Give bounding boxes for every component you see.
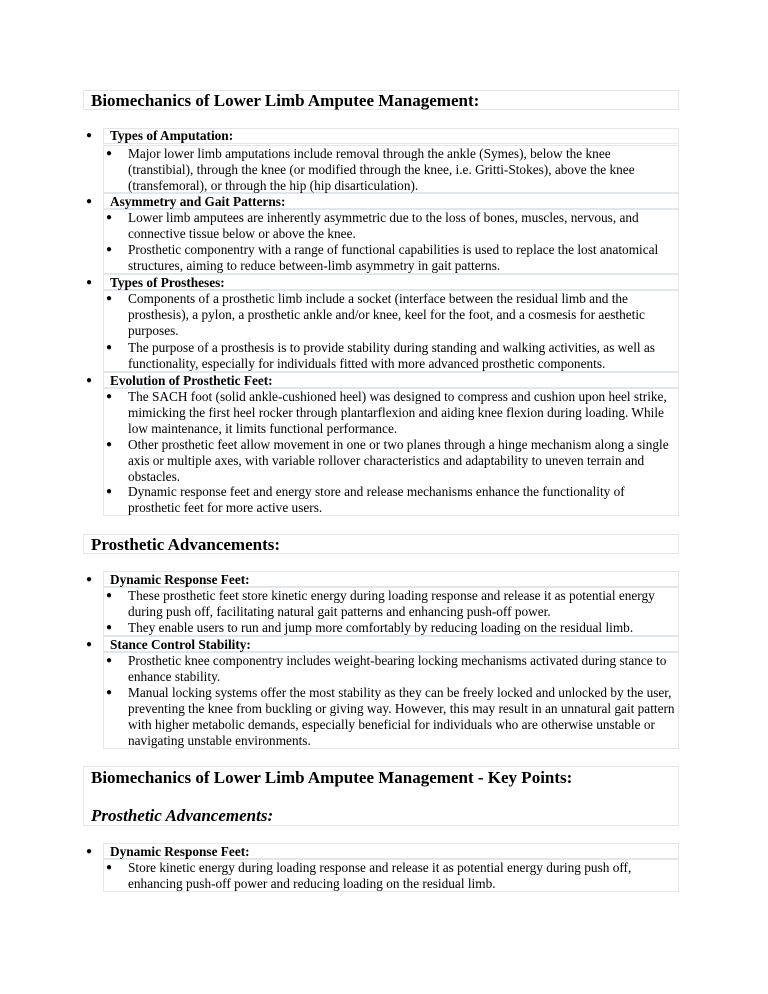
bullet-icon: ● [86,639,93,650]
group-title: Dynamic Response Feet: [110,572,250,587]
section-heading: Biomechanics of Lower Limb Amputee Management - Key Points: [91,768,573,787]
list-item: These prosthetic feet store kinetic energy during loading response and release it as potential energy during push off, facilitating natural gait patterns and enhancing push-off power. [128,588,655,619]
bullet-icon: ● [106,590,113,601]
bullet-icon: ● [106,622,113,633]
list-item: Store kinetic energy during loading response and release it as potential energy during push off, enhancing push-off power and reducing loading on the residual limb. [128,860,632,891]
bullet-icon: ● [106,244,113,255]
bullet-icon: ● [106,655,113,666]
group-title: Stance Control Stability: [110,637,251,652]
bullet-icon: ● [106,342,113,353]
list-item: Major lower limb amputations include removal through the ankle (Symes), below the knee (transtibial), through the knee (or modified through the knee, i.e. Gritti-Stokes), above the knee (transfemoral), or through the hip (hip disarticulation). [128,146,635,193]
list-item: Other prosthetic feet allow movement in one or two planes through a hinge mechanism along a single axis or multiple axes, with variable rollover characteristics and adaptability to uneven terrain and obstacles. [128,437,669,484]
group-title: Asymmetry and Gait Patterns: [110,194,286,209]
list-item: Dynamic response feet and energy store and release mechanisms enhance the functionality of prosthetic feet for more active users. [128,484,625,515]
bullet-icon: ● [106,212,113,223]
bullet-icon: ● [106,687,113,698]
list-item: Components of a prosthetic limb include a socket (interface between the residual limb and the prosthesis), a pylon, a prosthetic ankle and/or knee, keel for the foot, and a cosmesis for aesthetic purposes. [128,291,645,338]
group-title: Evolution of Prosthetic Feet: [110,373,273,388]
bullet-icon: ● [106,486,113,497]
group-title: Types of Amputation: [110,128,234,143]
bullet-icon: ● [86,277,93,288]
list-item: Prosthetic knee componentry includes weight-bearing locking mechanisms activated during stance to enhance stability. [128,653,667,684]
bullet-icon: ● [86,196,93,207]
section-heading: Biomechanics of Lower Limb Amputee Management: [91,91,480,110]
bullet-icon: ● [86,846,93,857]
list-item: They enable users to run and jump more comfortably by reducing loading on the residual limb. [128,620,634,635]
bullet-icon: ● [86,375,93,386]
section-heading: Prosthetic Advancements: [91,535,281,554]
bullet-icon: ● [86,574,93,585]
bullet-icon: ● [106,148,113,159]
list-item: The purpose of a prosthesis is to provide stability during standing and walking activities, as well as functionality, especially for individuals fitted with more advanced prosthetic components. [128,340,655,371]
bullet-icon: ● [106,439,113,450]
bullet-icon: ● [106,862,113,873]
bullet-icon: ● [86,130,93,141]
group-title: Types of Prostheses: [110,275,225,290]
bullet-icon: ● [106,391,113,402]
list-item: Manual locking systems offer the most stability as they can be freely locked and unlocked by the user, preventing the knee from buckling or giving way. However, this may result in an unnatural gait pattern with higher metabolic demands, especially beneficial for individuals who are otherwise unstable or navigating unstable environments. [128,685,675,748]
bullet-icon: ● [106,293,113,304]
list-item: Prosthetic componentry with a range of functional capabilities is used to replace the lost anatomical structures, aiming to reduce between-limb asymmetry in gait patterns. [128,242,659,273]
list-item: Lower limb amputees are inherently asymmetric due to the loss of bones, muscles, nervous, and connective tissue below or above the knee. [128,210,639,241]
list-item: The SACH foot (solid ankle-cushioned heel) was designed to compress and cushion upon heel strike, mimicking the first heel rocker through plantarflexion and aiding knee flexion during loading. While low maintenance, it limits functional performance. [128,389,667,436]
group-title: Dynamic Response Feet: [110,844,250,859]
section-subheading: Prosthetic Advancements: [91,806,274,825]
